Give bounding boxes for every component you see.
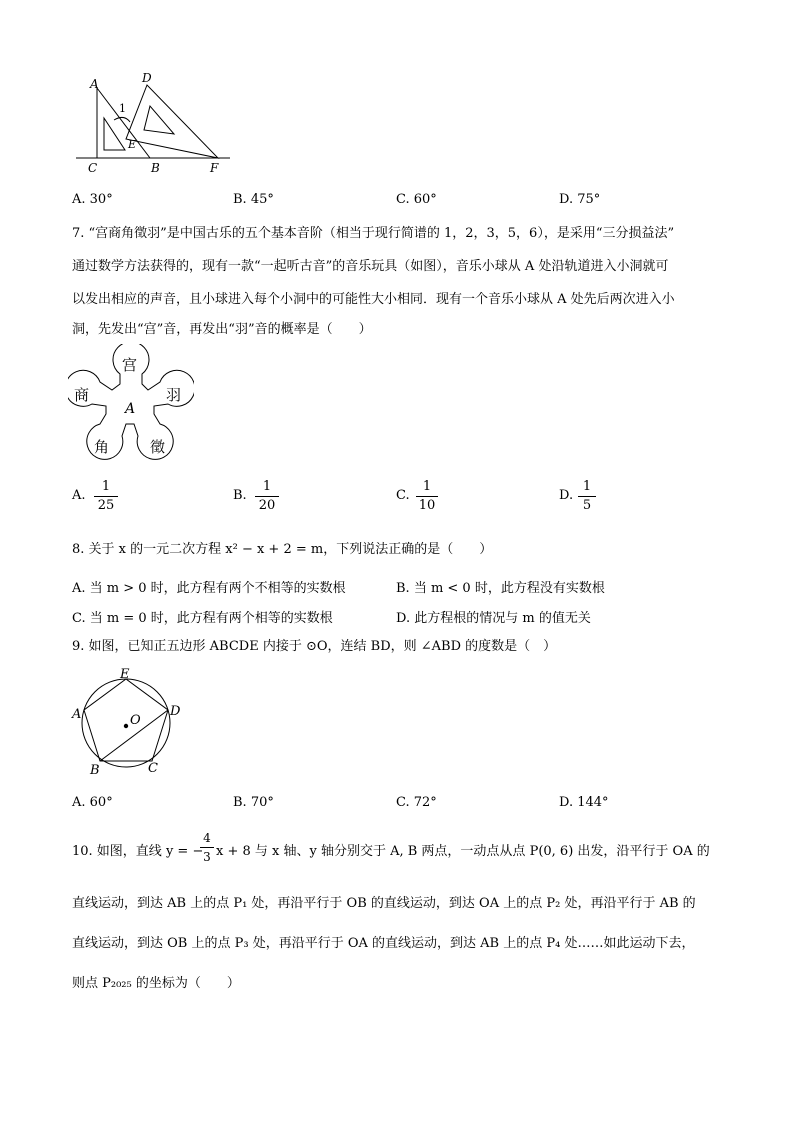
q9-stem: 9. 如图，已知正五边形 ABCDE 内接于 ⊙O，连结 BD，则 ∠ABD 的度数是（ ） [72, 639, 557, 654]
label-C: C [88, 161, 98, 175]
q6-option-b: B. 45° [233, 192, 274, 207]
q9-figure [68, 668, 188, 778]
q10-line-3: 直线运动，到达 OB 上的点 P₃ 处，再沿平行于 OA 的直线运动，到达 AB 上的点 P₄ 处……如此运动下去， [72, 936, 695, 951]
q8-option-c: C. 当 m = 0 时，此方程有两个相等的实数根 [72, 611, 333, 626]
q10-line-2: 直线运动，到达 AB 上的点 P₁ 处，再沿平行于 OB 的直线运动，到达 OA 上的点 P₂ 处，再沿平行于 AB 的 [72, 896, 696, 911]
q9-option-c: C. 72° [396, 795, 437, 810]
q10-line-1a: 10. 如图，直线 y = − [72, 844, 204, 859]
q10-line-4: 则点 P₂₀₂₅ 的坐标为（ ） [72, 976, 240, 991]
q8-stem: 8. 关于 x 的一元二次方程 x² − x + 2 = m，下列说法正确的是（ ） [72, 542, 493, 557]
label-C: C [148, 761, 158, 776]
label-D: D [170, 704, 181, 719]
denominator: 20 [258, 498, 276, 513]
numerator: 4 [200, 829, 214, 848]
q7-option-c-label: C. [396, 488, 410, 503]
q7-figure [68, 344, 194, 466]
center-point [124, 724, 128, 728]
q6-option-a: A. 30° [72, 192, 113, 207]
q7-option-d-fraction [578, 478, 596, 515]
label-E: E [120, 668, 130, 682]
q7-line-1: 7. “宫商角徵羽”是中国古乐的五个基本音阶（相当于现行简谱的 1，2，3，5，6），是采用“三分损益法” [72, 226, 675, 241]
q7-line-2: 通过数学方法获得的，现有一款“一起听古音”的音乐玩具（如图），音乐小球从 A 处沿轨道进入小洞就可 [72, 259, 669, 274]
q8-option-b: B. 当 m < 0 时，此方程没有实数根 [396, 581, 605, 596]
denominator: 3 [203, 850, 211, 864]
gong-label: 宫 [122, 356, 138, 374]
denominator: 10 [418, 498, 436, 513]
numerator: 1 [578, 478, 596, 497]
label-D: D [142, 71, 152, 85]
q7-option-d-label: D. [559, 488, 574, 503]
q9-option-a: A. 60° [72, 795, 113, 810]
label-B: B [151, 161, 160, 175]
jue-label: 角 [94, 438, 110, 456]
label-A: A [72, 707, 82, 722]
label-E: E [128, 138, 137, 151]
q6-option-c: C. 60° [396, 192, 437, 207]
numerator: 1 [94, 478, 118, 497]
label-F: F [210, 161, 219, 175]
q7-option-b-fraction [255, 478, 279, 515]
q7-line-3: 以发出相应的声音，且小球进入每个小洞中的可能性大小相同．现有一个音乐小球从 A 处先后两次进入小 [72, 292, 675, 307]
q7-option-a-fraction [94, 478, 118, 515]
label-O: O [130, 713, 141, 728]
label-A: A [90, 77, 99, 91]
q7-option-b-label: B. [233, 488, 247, 503]
shang-label: 商 [74, 386, 90, 404]
q6-figure [70, 70, 240, 180]
q8-option-a: A. 当 m > 0 时，此方程有两个不相等的实数根 [72, 581, 346, 596]
yu-label: 羽 [166, 386, 182, 404]
q6-option-d: D. 75° [559, 192, 601, 207]
q9-option-b: B. 70° [233, 795, 274, 810]
q7-line-4: 洞，先发出“宫”音，再发出“羽”音的概率是（ ） [72, 322, 372, 337]
q9-option-d: D. 144° [559, 795, 609, 810]
label-1: 1 [119, 102, 126, 115]
q8-option-d: D. 此方程根的情况与 m 的值无关 [396, 611, 591, 626]
denominator: 5 [582, 498, 592, 513]
label-B: B [90, 763, 100, 778]
numerator: 1 [255, 478, 279, 497]
q10-slope-fraction [200, 829, 214, 866]
q10-line-1b: x + 8 与 x 轴、y 轴分别交于 A, B 两点，一动点从点 P(0, 6) 出发，沿平行于 OA 的 [216, 844, 710, 859]
zhi-label: 徵 [150, 438, 166, 456]
q7-option-c-fraction [416, 478, 438, 515]
numerator: 1 [416, 478, 438, 497]
center-label: A [125, 401, 136, 417]
denominator: 25 [97, 498, 115, 513]
q7-option-a-label: A. [72, 488, 86, 503]
